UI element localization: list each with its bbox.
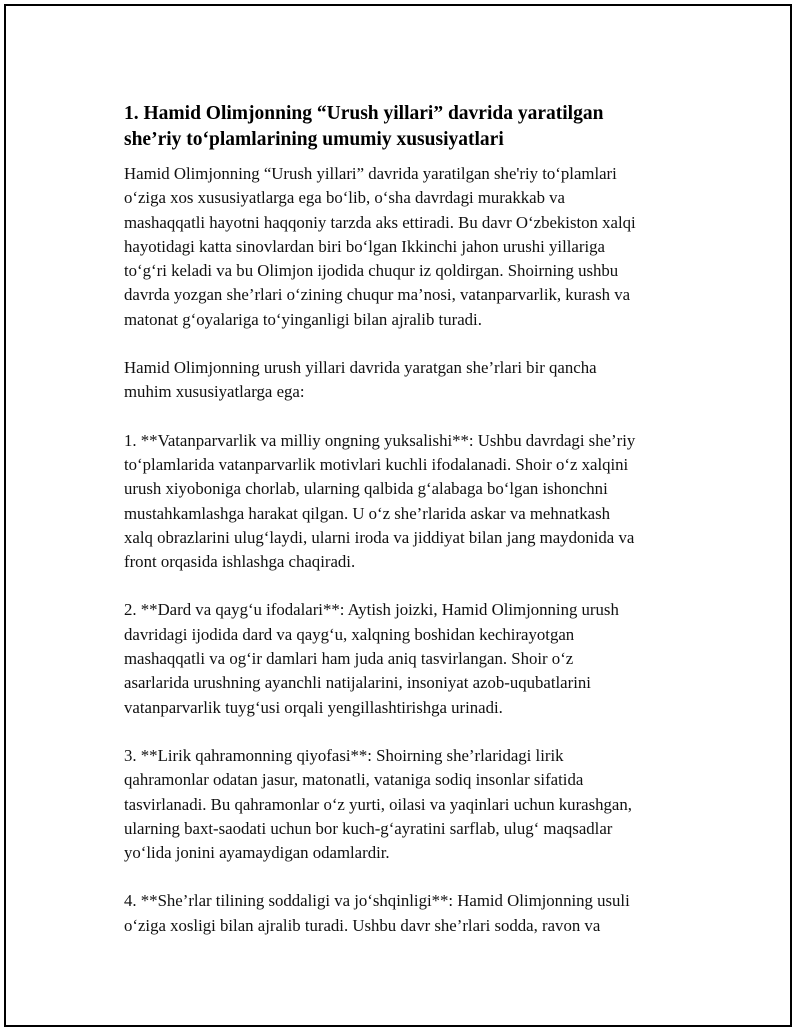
features-intro-paragraph: Hamid Olimjonning urush yillari davrida yaratgan she’rlari bir qancha muhim xususiyatlarga ega: [124, 358, 597, 402]
page-frame [4, 4, 792, 1027]
feature-paragraph-grief: 2. **Dard va qayg‘u ifodalari**: Aytish joizki, Hamid Olimjonning urush davridagi ijodida dard va qayg‘u, xalqning boshidan kechirayotgan mashaqqatli va og‘ir damlari ham juda aniq tasvirlangan. Shoir o‘z asarlarida urushning ayanchli natijalarini, insoniyat azob-uqubatlarini vatanparvarlik tuyg‘usi orqali yengillashtirishga urinadi. [124, 600, 619, 717]
section-heading: 1. Hamid Olimjonning “Urush yillari” davrida yaratilgan she’riy to‘plamlarining umumiy xususiyatlari [124, 103, 604, 150]
feature-paragraph-lyric-hero: 3. **Lirik qahramonning qiyofasi**: Shoirning she’rlaridagi lirik qahramonlar odatan jasur, matonatli, vataniga sodiq insonlar sifatida tasvirlanadi. Bu qahramonlar o‘z yurti, oilasi va yaqinlari uchun kurashgan, ularning baxt-saodati uchun bor kuch-g‘ayratini sarflab, ulug‘ maqsadlar yo‘lida jonini ayamaydigan odamlardir. [124, 745, 632, 863]
feature-paragraph-language: 4. **She’rlar tilining soddaligi va jo‘shqinligi**: Hamid Olimjonning usuli o‘ziga xosligi bilan ajralib turadi. Ushbu davr she’rlari sodda, ravon va [124, 891, 630, 935]
feature-paragraph-patriotism: 1. **Vatanparvarlik va milliy ongning yuksalishi**: Ushbu davrdagi she’riy to‘plamlarida vatanparvarlik motivlari kuchli ifodalanadi. Shoir o‘z xalqini urush xiyoboniga chorlab, ularning qalbida g‘alabaga bo‘lgan ishonchni mustahkamlashga harakat qilgan. U o‘z she’rlarida askar va mehnatkash xalq obrazlarini ulug‘laydi, ularni iroda va jiddiyat bilan jang maydonida va front orqasida ishlashga chaqiradi. [124, 430, 636, 572]
document-body [124, 101, 699, 962]
intro-paragraph: Hamid Olimjonning “Urush yillari” davrida yaratilgan she'riy to‘plamlari o‘ziga xos xususiyatlarga ega bo‘lib, o‘sha davrdagi murakkab va mashaqqatli hayotni haqqoniy tarzda aks ettiradi. Bu davr O‘zbekiston xalqi hayotidagi katta sinovlardan biri bo‘lgan Ikkinchi jahon urushi yillariga to‘g‘ri keladi va bu Olimjon ijodida chuqur iz qoldirgan. Shoirning ushbu davrda yozgan she’rlari o‘zining chuqur ma’nosi, vatanparvarlik, kurash va matonat g‘oyalariga to‘yinganligi bilan ajralib turadi. [124, 164, 636, 329]
